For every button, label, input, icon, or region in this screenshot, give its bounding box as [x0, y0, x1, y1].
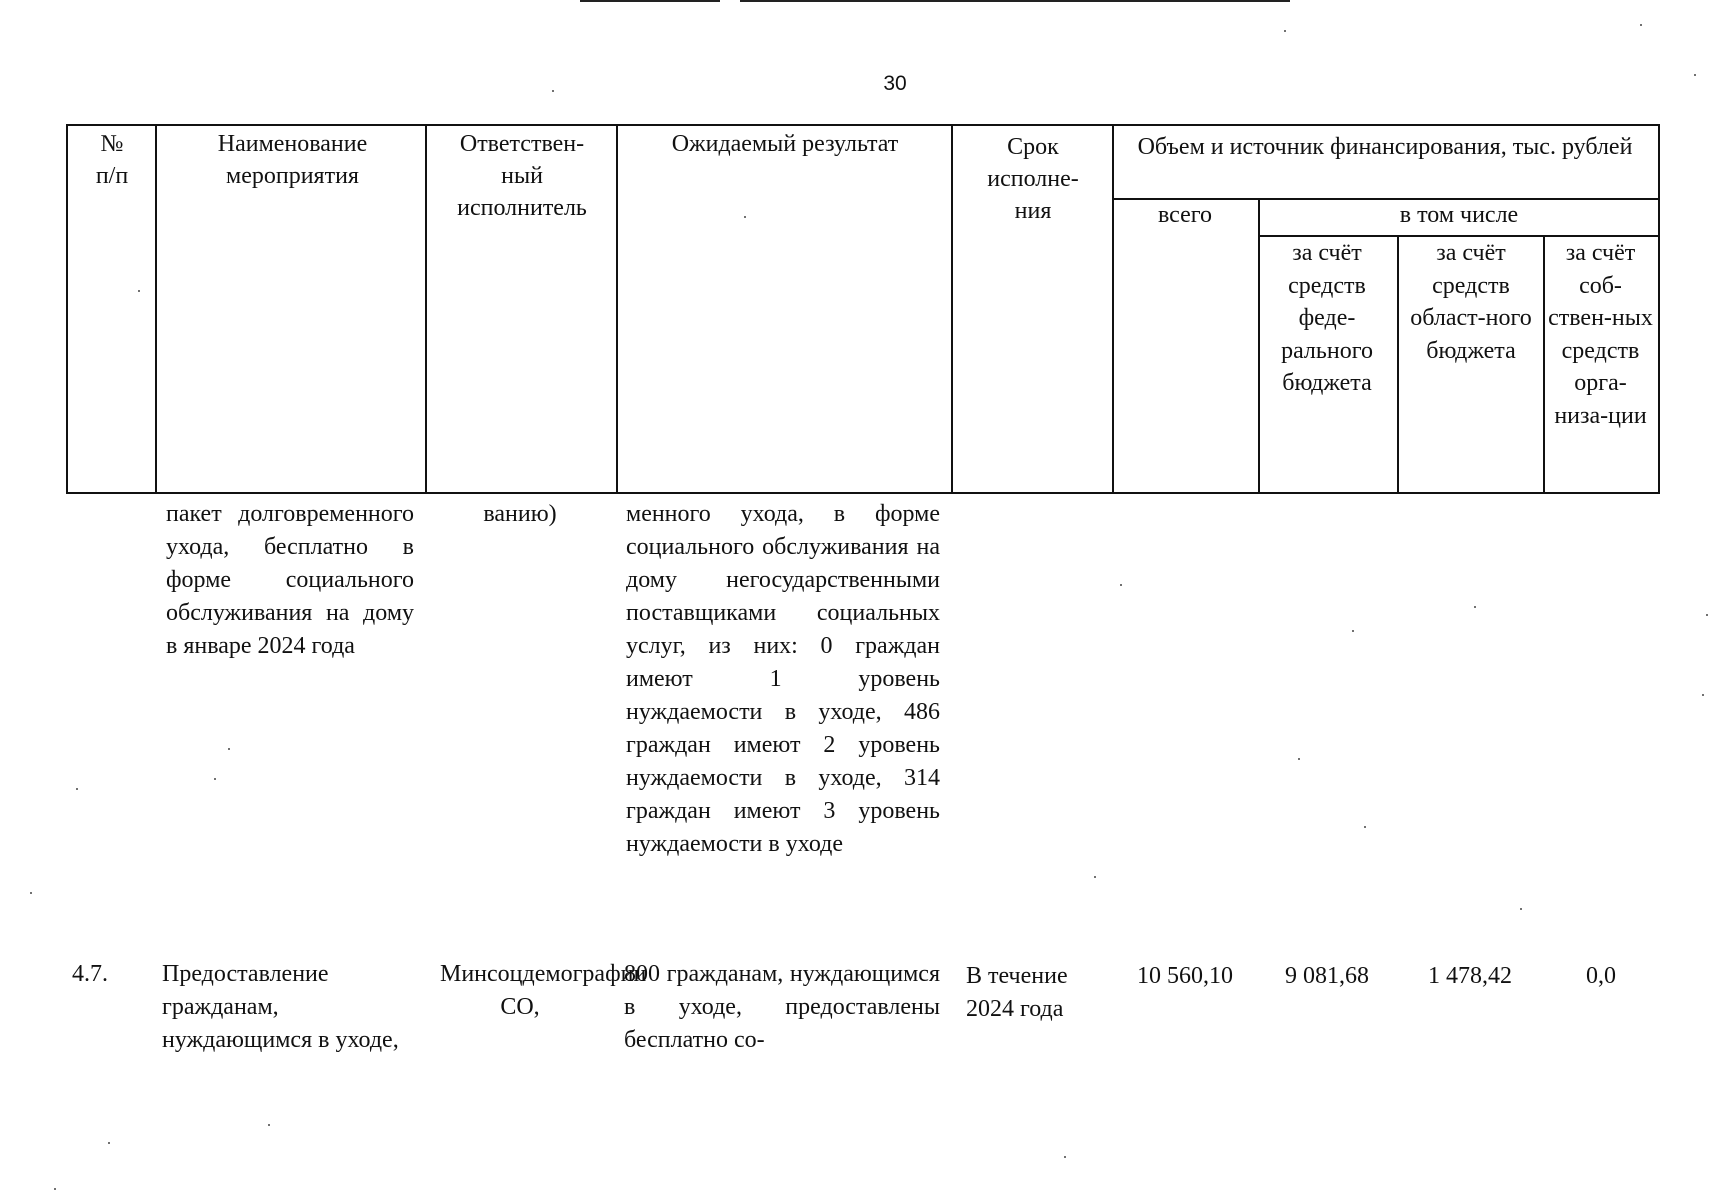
header-top-border — [66, 124, 1660, 126]
continuation-name: пакет долговременного ухода, бесплатно в форме социального обслуживания на дому в январе 2024 года — [166, 501, 414, 659]
col-border — [155, 124, 157, 494]
header-total: всего — [1157, 202, 1213, 228]
scan-speck — [1706, 614, 1708, 616]
row-deadline: В течение 2024 года — [966, 963, 1068, 1022]
row-total: 10 560,10 — [1137, 963, 1233, 989]
scan-speck — [108, 1142, 110, 1144]
scan-speck — [1298, 758, 1300, 760]
page-number: 30 — [883, 72, 907, 95]
header-own: за счёт соб-ствен-ных средств орга-низа-ции — [1548, 240, 1653, 429]
continuation-responsible: ванию) — [483, 501, 557, 527]
scan-speck — [1520, 908, 1522, 910]
scan-speck — [1474, 606, 1476, 608]
row-federal: 9 081,68 — [1285, 963, 1369, 989]
scan-speck — [1094, 876, 1096, 878]
col-border — [1658, 124, 1660, 494]
scan-speck — [76, 788, 78, 790]
scan-speck — [214, 778, 216, 780]
header-funding: Объем и источник финансирования, тыс. рублей — [1137, 134, 1633, 160]
col-border — [1112, 124, 1114, 494]
scan-speck — [30, 892, 32, 894]
header-deadline: Срок исполне-ния — [987, 134, 1079, 224]
col-border — [66, 124, 68, 494]
header-responsible: Ответствен-ный исполнитель — [457, 131, 587, 221]
header-federal: за счёт средств феде-рального бюджета — [1281, 240, 1373, 396]
col-border — [1543, 235, 1545, 494]
header-name: Наименование мероприятия — [217, 131, 368, 189]
header-including: в том числе — [1399, 202, 1519, 228]
scan-speck — [228, 748, 230, 750]
header-result: Ожидаемый результат — [671, 131, 899, 157]
scan-speck — [138, 290, 140, 292]
scan-speck — [268, 1124, 270, 1126]
col-border — [425, 124, 427, 494]
scan-speck — [1284, 30, 1286, 32]
row-result: 800 гражданам, нуждающимся в уходе, предоставлены бесплатно со- — [624, 961, 940, 1053]
scan-speck — [54, 1188, 56, 1190]
row-num: 4.7. — [72, 961, 108, 987]
top-edge-rule — [580, 0, 720, 2]
col-border — [616, 124, 618, 494]
col-border — [1397, 235, 1399, 494]
header-regional: за счёт средств област-ного бюджета — [1410, 240, 1532, 364]
header-num: № п/п — [95, 131, 129, 189]
col-border — [1258, 198, 1260, 494]
top-edge-rule — [740, 0, 1290, 2]
scan-speck — [1120, 584, 1122, 586]
row-name: Предоставление гражданам, нуждающимся в уходе, — [162, 961, 399, 1053]
scan-speck — [552, 90, 554, 92]
scan-speck — [1694, 74, 1696, 76]
col-border — [951, 124, 953, 494]
scan-speck — [1064, 1156, 1066, 1158]
row-own: 0,0 — [1586, 963, 1616, 989]
scan-speck — [1702, 694, 1704, 696]
scan-speck — [1352, 630, 1354, 632]
continuation-result: менного ухода, в форме социального обслуживания на дому негосударственными поставщиками социальных услуг, из них: 0 граждан имеют 1 уровень нуждаемости в уходе, 486 граждан имеют 2 уровень нуждаемости в уходе, 314 граждан имеют 3 уровень нуждаемости в уходе — [626, 501, 940, 857]
header-bottom-border — [66, 492, 1660, 494]
scan-speck — [1640, 24, 1642, 26]
row-responsible: Минсоцдемографии СО, — [440, 961, 647, 1020]
scan-speck — [1364, 826, 1366, 828]
scan-speck — [744, 216, 746, 218]
row-regional: 1 478,42 — [1428, 963, 1512, 989]
